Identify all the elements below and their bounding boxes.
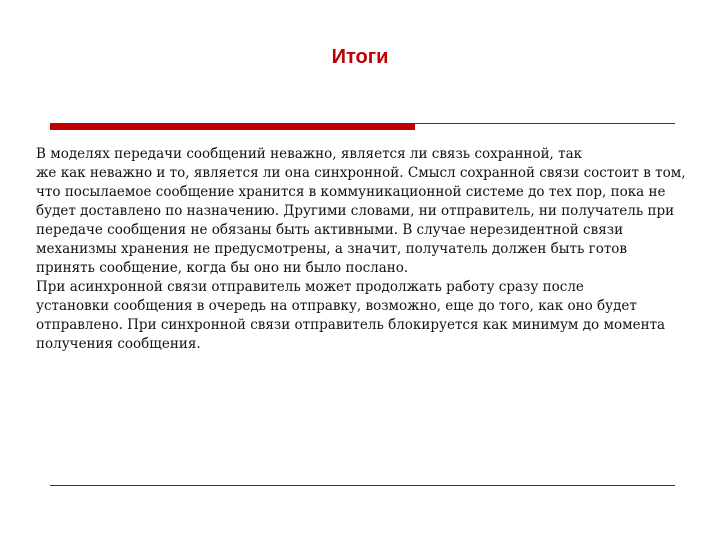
slide-body: [36, 145, 690, 354]
paragraph-persistent-communication: В моделях передачи сообщений неважно, является ли связь сохранной, так же как неважно и то, является ли она синхронной. Смысл сохранной связи состоит в том, что посылаемое сообщение хранится в коммуникационной системе до тех пор, пока не будет доставлено по назначению. Другими словами, ни отправитель, ни получатель при передаче сообщения не обязаны быть активными. В случае нерезидентной связи механизмы хранения не предусмотрены, а значит, получатель должен быть готов принять сообщение, когда бы оно ни было послано.: [36, 146, 686, 276]
slide-title: Итоги: [331, 46, 389, 68]
paragraph-async-communication: При асинхронной связи отправитель может продолжать работу сразу после установки сообщения в очередь на отправку, возможно, еще до того, как оно будет отправлено. При синхронной связи отправитель блокируется как минимум до момента получения сообщения.: [36, 279, 666, 352]
title-divider-thin: [415, 123, 675, 124]
footer-divider: [50, 485, 675, 486]
title-divider-thick: [50, 123, 415, 130]
